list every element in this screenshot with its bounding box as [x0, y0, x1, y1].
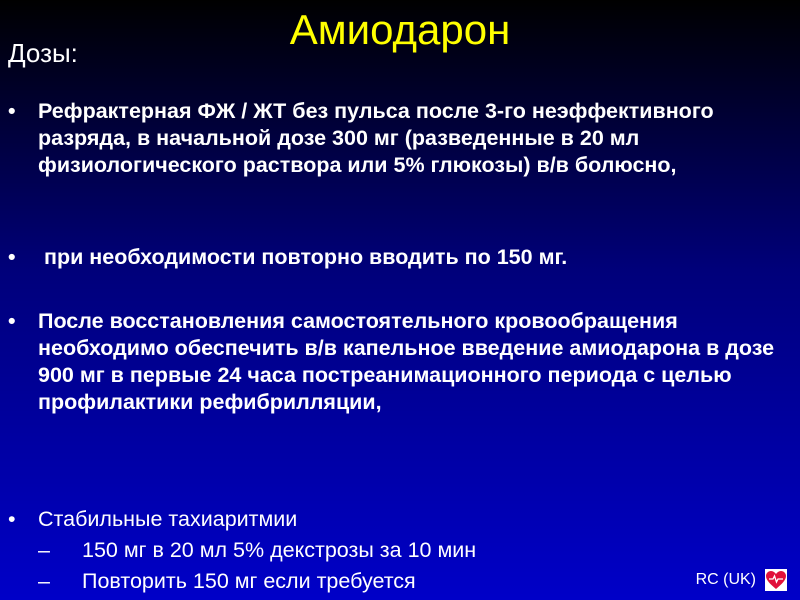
bullet: • [8, 99, 16, 123]
dash: – [38, 538, 50, 562]
sub-list-item [38, 537, 738, 564]
list-item [8, 244, 798, 271]
list-item [8, 308, 798, 416]
sub-list-item-text: 150 мг в 20 мл 5% декстрозы за 10 мин [82, 538, 477, 562]
list-item-text: при необходимости повторно вводить по 150 мг. [38, 245, 568, 269]
slide-subtitle: Дозы: [8, 38, 78, 68]
footer [696, 568, 788, 592]
dash: – [38, 569, 50, 593]
heart-icon [764, 568, 788, 592]
list-item-text: Стабильные тахиаритмии [38, 507, 298, 531]
sub-list-item [38, 568, 738, 595]
sub-list-item-text: Повторить 150 мг если требуется [82, 569, 416, 593]
bullet: • [8, 507, 16, 531]
bullet: • [8, 245, 16, 269]
bullet: • [8, 309, 16, 333]
footer-text: RC (UK) [695, 571, 756, 588]
list-item-text: После восстановления самостоятельного кровообращения необходимо обеспечить в/в капельное введение амиодарона в дозе 900 мг в первые 24 часа постреанимационного периода с целью профилактики рефибрилляции, [38, 309, 775, 414]
slide-title: Амиодарон [289, 6, 511, 53]
list-item-text: Рефрактерная ФЖ / ЖТ без пульса после 3-го неэффективного разряда, в начальной дозе 300 мг (разведенные в 20 мл физиологического раствора или 5% глюкозы) в/в болюсно, [38, 99, 714, 177]
list-item [8, 98, 798, 179]
list-item [8, 506, 798, 533]
